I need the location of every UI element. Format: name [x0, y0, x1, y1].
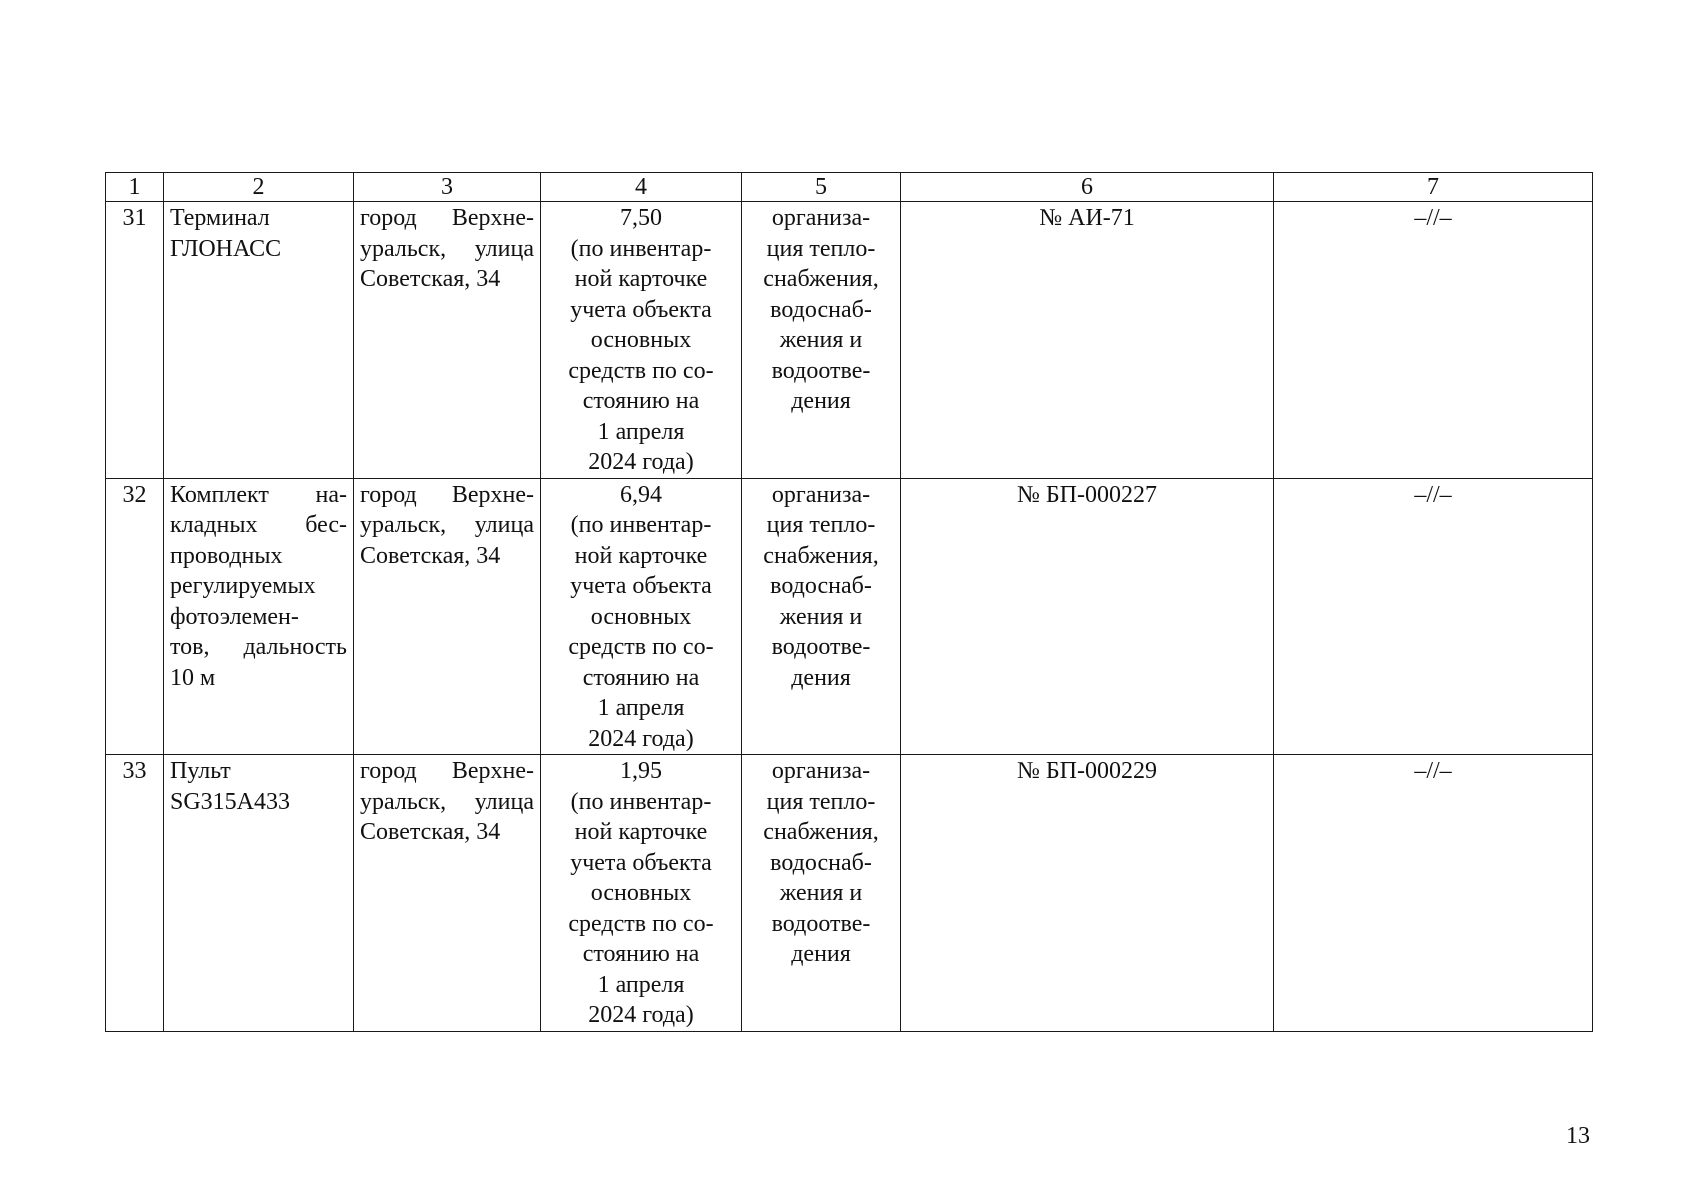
item-address-line: город Верхне-: [360, 758, 534, 784]
item-purpose-cell: [742, 755, 901, 1032]
item-value-line: учета объекта: [570, 573, 712, 599]
row-number-cell: [106, 755, 164, 1032]
item-value-cell: [541, 202, 742, 479]
item-name-cell: [164, 755, 354, 1032]
item-purpose-line: водоотве-: [771, 910, 871, 937]
item-address-line: уральск, улица: [360, 512, 534, 538]
item-value-line: средств по со-: [568, 910, 714, 937]
item-purpose-line: снабжения,: [763, 542, 879, 569]
item-value-line: учета объекта: [570, 849, 712, 876]
item-value-line: основных: [590, 603, 692, 630]
item-name-line: Пульт: [170, 758, 231, 784]
item-address-line: Советская, 34: [360, 819, 501, 845]
table-row: [106, 755, 1593, 1032]
item-name-line: кладных бес-: [170, 512, 347, 538]
item-value-line: (по инвентар-: [570, 512, 712, 538]
item-address-line: город Верхне-: [360, 481, 534, 508]
item-name-line: 10 м: [170, 664, 216, 691]
item-name-cell: [164, 478, 354, 755]
item-name-line: проводных: [170, 542, 283, 569]
property-table: [105, 172, 1593, 1032]
ditto-mark: –//–: [1414, 481, 1452, 508]
header-cell-2: 2: [164, 173, 354, 202]
table-row: [106, 202, 1593, 479]
item-purpose-line: снабжения,: [763, 819, 879, 845]
item-purpose-line: организа-: [771, 205, 871, 231]
header-cell-7: 7: [1274, 173, 1593, 202]
item-purpose-line: жения и: [779, 603, 863, 630]
item-value-line: 2024 года): [588, 1002, 694, 1028]
ditto-mark-cell: [1274, 202, 1593, 479]
item-value-line: ной карточке: [574, 542, 708, 569]
table-row: [106, 478, 1593, 755]
item-value-line: основных: [590, 880, 692, 906]
inventory-number: № БП-000227: [1016, 481, 1157, 508]
item-address-line: уральск, улица: [360, 235, 534, 262]
row-number: 33: [122, 758, 147, 784]
header-cell-4: 4: [541, 173, 742, 202]
item-name-line: Комплект на-: [170, 481, 347, 508]
item-purpose-line: ция тепло-: [766, 512, 876, 538]
item-value-line: средств по со-: [568, 634, 714, 660]
item-purpose-line: водоснаб-: [770, 573, 872, 599]
item-value-line: стоянию на: [582, 941, 700, 967]
item-name-line: SG315A433: [170, 788, 291, 815]
item-value-line: стоянию на: [582, 388, 700, 414]
header-row: [106, 173, 1593, 202]
table-body: [106, 202, 1593, 1032]
row-number: 32: [122, 481, 147, 508]
item-purpose-cell: [742, 478, 901, 755]
header-cell-6: 6: [901, 173, 1274, 202]
inventory-number-cell: [901, 202, 1274, 479]
item-purpose-line: дения: [791, 388, 851, 414]
item-purpose-line: жения и: [779, 327, 863, 353]
header-cell-3: 3: [354, 173, 541, 202]
item-purpose-line: водоснаб-: [770, 849, 872, 876]
header-cell-5: 5: [742, 173, 901, 202]
item-value-line: ной карточке: [574, 819, 708, 845]
item-name-cell: [164, 202, 354, 479]
item-name-line: ГЛОНАСС: [170, 235, 282, 262]
page-number: 13: [1566, 1123, 1590, 1149]
item-value-line: 7,50: [620, 205, 662, 231]
item-purpose-line: дения: [791, 664, 851, 691]
item-value-line: ной карточке: [574, 266, 708, 292]
item-purpose-line: организа-: [771, 481, 871, 508]
item-purpose-cell: [742, 202, 901, 479]
item-purpose-line: дения: [791, 941, 851, 967]
inventory-number-cell: [901, 755, 1274, 1032]
item-address-cell: [354, 478, 541, 755]
item-purpose-line: ция тепло-: [766, 235, 876, 262]
item-name-line: Терминал: [170, 205, 270, 231]
item-name-line: фотоэлемен-: [170, 603, 299, 630]
header-cell-1: 1: [106, 173, 164, 202]
row-number-cell: [106, 202, 164, 479]
item-value-line: 1,95: [620, 758, 662, 784]
item-purpose-line: жения и: [779, 880, 863, 906]
item-name-line: регулируемых: [170, 573, 316, 599]
row-number: 31: [122, 205, 147, 231]
ditto-mark-cell: [1274, 478, 1593, 755]
item-address-cell: [354, 755, 541, 1032]
item-value-cell: [541, 478, 742, 755]
item-value-line: 2024 года): [588, 449, 694, 475]
row-number-cell: [106, 478, 164, 755]
item-purpose-line: водоотве-: [771, 634, 871, 660]
item-purpose-line: водоотве-: [771, 357, 871, 384]
item-value-line: 1 апреля: [597, 418, 685, 445]
item-address-line: Советская, 34: [360, 542, 501, 569]
item-name-line: тов, дальность: [170, 634, 347, 660]
item-value-line: 2024 года): [588, 725, 694, 752]
item-value-line: 6,94: [620, 481, 662, 508]
item-purpose-line: водоснаб-: [770, 296, 872, 323]
item-address-line: уральск, улица: [360, 788, 534, 815]
inventory-number: № АИ-71: [1039, 205, 1135, 231]
item-value-line: 1 апреля: [597, 695, 685, 721]
item-address-line: город Верхне-: [360, 205, 534, 231]
inventory-number: № БП-000229: [1016, 758, 1157, 784]
item-value-line: стоянию на: [582, 664, 700, 691]
inventory-number-cell: [901, 478, 1274, 755]
item-value-line: 1 апреля: [597, 971, 685, 998]
item-value-line: основных: [590, 327, 692, 353]
item-purpose-line: организа-: [771, 758, 871, 784]
item-value-line: учета объекта: [570, 296, 712, 323]
item-value-line: средств по со-: [568, 357, 714, 384]
item-value-line: (по инвентар-: [570, 235, 712, 262]
item-purpose-line: снабжения,: [763, 266, 879, 292]
item-value-line: (по инвентар-: [570, 788, 712, 815]
ditto-mark: –//–: [1414, 205, 1452, 231]
item-value-cell: [541, 755, 742, 1032]
ditto-mark: –//–: [1414, 758, 1452, 784]
item-address-line: Советская, 34: [360, 266, 501, 292]
item-address-cell: [354, 202, 541, 479]
item-purpose-line: ция тепло-: [766, 788, 876, 815]
ditto-mark-cell: [1274, 755, 1593, 1032]
